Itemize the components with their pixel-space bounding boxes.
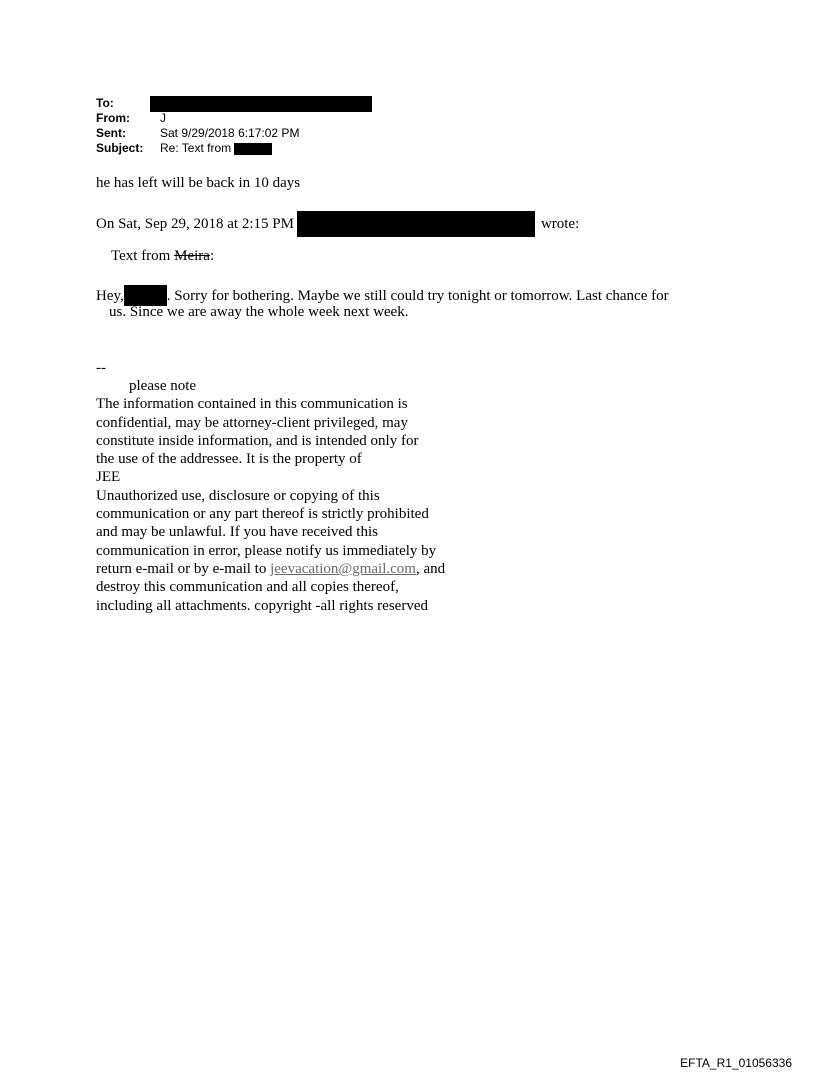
text-from-name: Meira	[174, 248, 210, 264]
sent-label: Sent:	[96, 126, 126, 140]
disclaimer	[96, 377, 445, 615]
subject-row	[96, 141, 372, 156]
text-from-prefix: Text from	[111, 248, 175, 264]
text-from-line	[111, 247, 214, 265]
disclaimer-line: Unauthorized use, disclosure or copying of this	[96, 487, 380, 504]
disclaimer-line: JEE	[96, 469, 121, 486]
disclaimer-line: constitute inside information, and is intended only for	[96, 432, 419, 449]
email-line-prefix: return e-mail or by e-mail to	[96, 560, 271, 577]
disclaimer-line: destroy this communication and all copies thereof,	[96, 579, 399, 596]
to-label: To:	[96, 96, 114, 110]
please-note: please note	[129, 378, 197, 394]
text-from-suffix: :	[209, 248, 215, 264]
disclaimer-line: including all attachments. copyright -all rights reserved	[96, 597, 428, 614]
contact-email-link[interactable]: jeevacation@gmail.com	[270, 560, 416, 577]
quote-intro	[96, 211, 579, 237]
sent-row	[96, 126, 372, 141]
disclaimer-line: confidential, may be attorney-client privileged, may	[96, 414, 408, 431]
message-text-1: . Sorry for bothering. Maybe we still could try tonight or tomorrow. Last chance for	[166, 287, 669, 304]
quote-intro-suffix: wrote:	[540, 216, 580, 232]
email-line-suffix: , and	[415, 560, 446, 577]
quote-intro-prefix: On Sat, Sep 29, 2018 at 2:15 PM	[96, 216, 294, 232]
signature-separator: --	[96, 360, 106, 376]
to-redaction	[150, 96, 372, 112]
email-header	[96, 96, 372, 156]
sent-value: Sat 9/29/2018 6:17:02 PM	[160, 126, 300, 140]
reply-text: he has left will be back in 10 days	[96, 175, 301, 191]
disclaimer-line: and may be unlawful. If you have received this	[96, 524, 378, 541]
document-id: EFTA_R1_01056336	[680, 1056, 792, 1070]
disclaimer-line: communication in error, please notify us immediately by	[96, 542, 437, 559]
to-row	[96, 96, 372, 111]
disclaimer-line: communication or any part thereof is strictly prohibited	[96, 506, 429, 523]
from-row	[96, 111, 372, 126]
quote-sender-redaction	[297, 211, 535, 237]
disclaimer-line: the use of the addressee. It is the property of	[96, 451, 362, 468]
disclaimer-email-line	[96, 560, 445, 578]
from-label: From:	[96, 111, 130, 125]
subject-redaction	[234, 143, 272, 155]
message-greeting: Hey,	[96, 287, 124, 304]
disclaimer-line: The information contained in this communication is	[96, 396, 408, 413]
subject-label: Subject:	[96, 141, 144, 155]
message-line-2: us. Since we are away the whole week next week.	[109, 304, 409, 320]
from-value: J	[160, 111, 166, 125]
subject-value: Re: Text from	[160, 141, 235, 155]
